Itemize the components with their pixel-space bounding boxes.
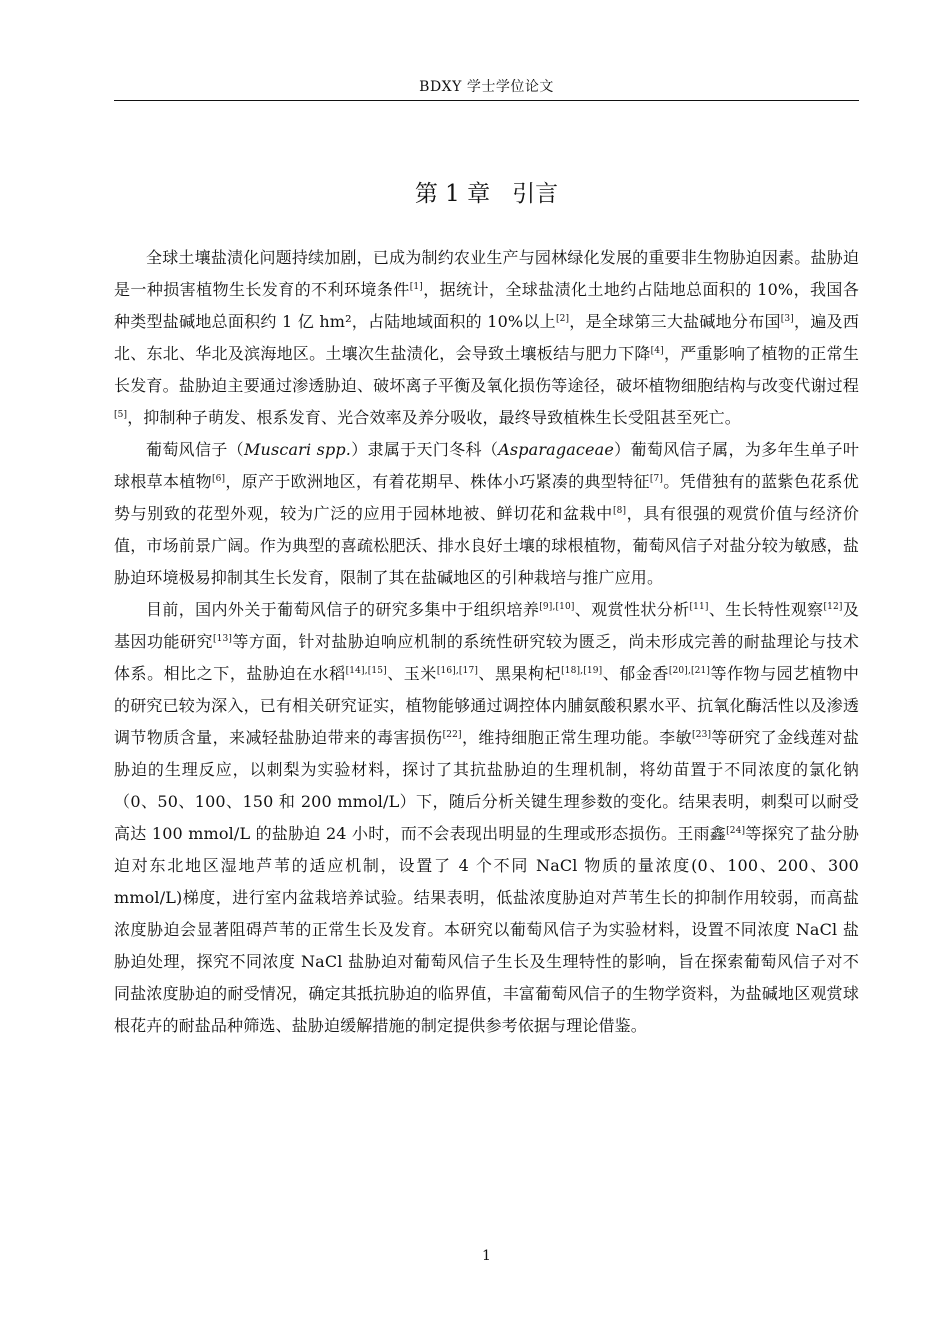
citation: [3]: [780, 314, 794, 324]
text-run: ，是全球第三大盐碱地分布国: [569, 312, 781, 331]
text-run: 葡萄风信子（: [146, 440, 244, 459]
citation: [23]: [692, 730, 712, 740]
running-header: BDXY 学士学位论文: [419, 79, 554, 95]
text-run: ，抑制种子萌发、根系发育、光合效率及养分吸收，最终导致植株生长受阻甚至死亡。: [127, 408, 741, 427]
paragraph-1: [114, 242, 859, 434]
text-run: ，维持细胞正常生理功能。李敏: [461, 728, 693, 747]
text-run: 等研究了金线莲对盐胁迫的生理反应，以刺梨为实验材料，探讨了其抗盐胁迫的生理机制，将幼苗置于不同浓度的氯化钠（0、50、100、150 和 200 mmol/L）下，随后分析关键生理参数的变化。结果表明，刺梨可以耐受高达 100 mmol/L 的盐胁迫 24 小时，而不会表现出明显的生理或形态损伤。王雨鑫: [114, 728, 859, 843]
text-run: 目前，国内外关于葡萄风信子的研究多集中于组织培养: [146, 600, 540, 619]
citation: [12]: [823, 602, 843, 612]
text-run: ，据统计，全球盐渍化土地约占陆地总面积的 10%，我国各种类型盐碱地总面积约 1 亿 hm²，占陆地域面积的 10%以上: [114, 280, 860, 331]
text-run: 等方面，针对盐胁迫响应机制的系统性研究较为匮乏，尚未形成完善的耐盐理论与技术体系。相比之下，盐胁迫在水稻: [114, 632, 860, 683]
citation: [24]: [726, 826, 746, 836]
paragraph-3: [114, 594, 859, 1042]
paragraph-2: [114, 434, 859, 594]
text-run: ，严重影响了植物的正常生长发育。盐胁迫主要通过渗透胁迫、破坏离子平衡及氧化损伤等途径，破坏植物细胞结构与改变代谢过程: [114, 344, 859, 395]
citation: [9],[10]: [539, 602, 575, 612]
text-run: ，遍及西北、东北、华北及滨海地区。土壤次生盐渍化，会导致土壤板结与肥力下降: [114, 312, 860, 363]
text-run: 、玉米: [386, 664, 437, 683]
chapter-number: 第 1 章: [414, 181, 491, 207]
page-number: 1: [482, 1248, 491, 1264]
citation: [14],[15]: [345, 666, 387, 676]
text-run: 等作物与园艺植物中的研究已较为深入，已有相关研究证实，植物能够通过调控体内脯氨酸积累水平、抗氧化酶活性以及渗透调节物质含量，来减轻盐胁迫带来的毒害损伤: [114, 664, 859, 747]
text-run: 、观赏性状分析: [574, 600, 690, 619]
citation: [5]: [114, 410, 128, 420]
citation: [8]: [612, 506, 627, 516]
text-run: 、生长特性观察: [708, 600, 824, 619]
chapter-title: [114, 178, 859, 210]
chapter-heading: 引言: [512, 181, 559, 207]
citation: [1]: [409, 282, 423, 292]
citation: [4]: [650, 346, 664, 356]
text-run: ）葡萄风信子属，为多年生单子叶球根草本植物: [114, 440, 859, 491]
scientific-name: Asparagaceae: [498, 440, 614, 459]
text-run: 、郁金香: [602, 664, 669, 683]
citation: [18],[19]: [561, 666, 603, 676]
citation: [20],[21]: [668, 666, 711, 676]
text-run: 全球土壤盐渍化问题持续加剧，已成为制约农业生产与园林绿化发展的重要非生物胁迫因素。盐胁迫是一种损害植物生长发育的不利环境条件: [114, 248, 859, 299]
text-run: 、黑果枸杞: [478, 664, 562, 683]
header-rule: [114, 100, 859, 101]
text-run: ，具有很强的观赏价值与经济价值，市场前景广阔。作为典型的喜疏松肥沃、排水良好土壤的球根植物，葡萄风信子对盐分较为敏感，盐胁迫环境极易抑制其生长发育，限制了其在盐碱地区的引种栽培与推广应用。: [114, 504, 859, 587]
citation: [16],[17]: [436, 666, 479, 676]
citation: [2]: [555, 314, 570, 324]
citation: [13]: [213, 634, 233, 644]
citation: [6]: [211, 474, 226, 484]
text-run: 及基因功能研究: [114, 600, 859, 651]
text-run: 。凭借独有的蓝紫色花系优势与别致的花型外观，较为广泛的应用于园林地被、鲜切花和盆栽中: [114, 472, 859, 523]
body-text: [114, 242, 859, 1042]
citation: [22]: [442, 730, 462, 740]
text-run: ）隶属于天门冬科（: [351, 440, 499, 459]
text-run: 等探究了盐分胁迫对东北地区湿地芦苇的适应机制，设置了 4 个不同 NaCl 物质的量浓度(0、100、200、300 mmol/L)梯度，进行室内盆栽培养试验。结果表明，低盐浓度胁迫对芦苇生长的抑制作用较弱，而高盐浓度胁迫会显著阻碍芦苇的正常生长及发育。本研究以葡萄风信子为实验材料，设置不同浓度 NaCl 盐胁迫处理，探究不同浓度 NaCl 盐胁迫对葡萄风信子生长及生理特性的影响，旨在探索葡萄风信子对不同盐浓度胁迫的耐受情况，确定其抵抗胁迫的临界值，丰富葡萄风信子的生物学资料，为盐碱地区观赏球根花卉的耐盐品种筛选、盐胁迫缓解措施的制定提供参考依据与理论借鉴。: [114, 824, 859, 1035]
citation: [11]: [689, 602, 709, 612]
citation: [7]: [649, 474, 664, 484]
text-run: ，原产于欧洲地区，有着花期早、株体小巧紧凑的典型特征: [225, 472, 650, 491]
scientific-name: Muscari spp.: [244, 440, 352, 459]
